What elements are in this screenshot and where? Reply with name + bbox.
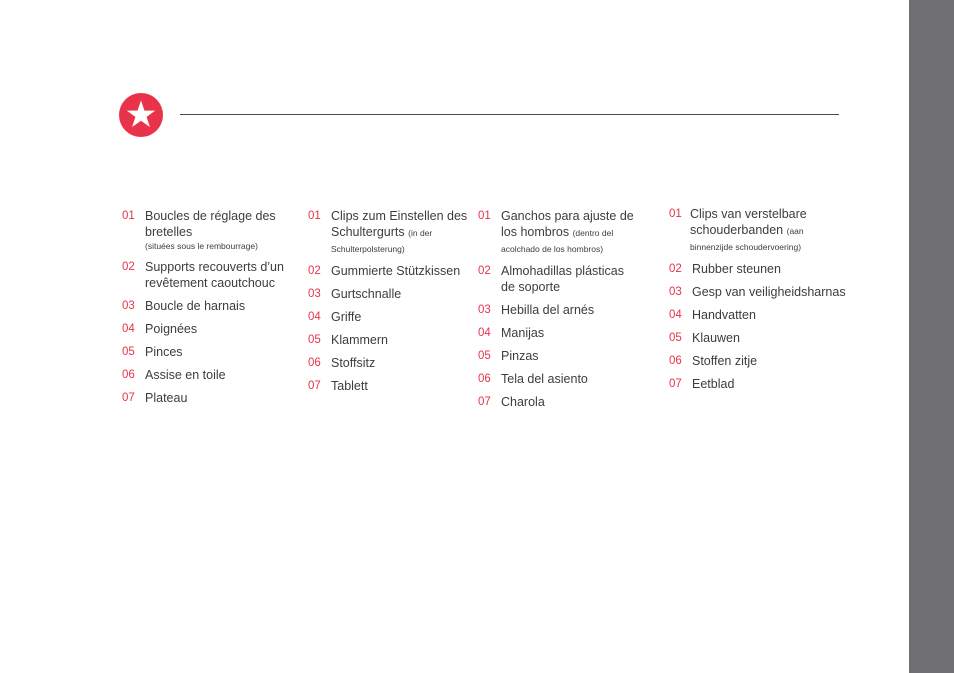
list-item xyxy=(669,206,847,254)
item-number: 07 xyxy=(478,396,491,408)
item-number: 04 xyxy=(478,327,491,339)
parts-list-fr xyxy=(122,208,284,413)
item-number: 06 xyxy=(122,369,135,381)
item-note: (in der Schulterpolsterung) xyxy=(331,228,433,254)
list-item xyxy=(122,321,284,337)
item-label: Charola xyxy=(501,395,545,409)
list-item xyxy=(478,208,640,256)
item-label: Hebilla del arnés xyxy=(501,303,595,317)
list-item xyxy=(122,367,284,383)
item-number: 06 xyxy=(308,357,321,369)
item-label: Pinces xyxy=(145,345,183,359)
item-number: 06 xyxy=(478,373,491,385)
item-label: Ganchos para ajuste de los hombros xyxy=(501,209,634,239)
list-item xyxy=(122,298,284,314)
list-item xyxy=(478,302,640,318)
list-item xyxy=(478,394,640,410)
item-label: Supports recouverts d’un revêtement caoutchouc xyxy=(145,260,284,290)
list-item xyxy=(308,378,470,394)
item-label: Klauwen xyxy=(692,331,740,345)
item-label: Clips zum Einstellen des Schultergurts xyxy=(331,209,468,239)
item-number: 05 xyxy=(478,350,491,362)
list-item xyxy=(478,325,640,341)
item-number: 07 xyxy=(122,392,135,404)
list-item xyxy=(478,348,640,364)
item-label: Plateau xyxy=(145,391,188,405)
item-number: 02 xyxy=(669,263,682,275)
item-number: 04 xyxy=(669,309,682,321)
list-item xyxy=(669,330,847,346)
list-item xyxy=(669,307,847,323)
item-number: 07 xyxy=(308,380,321,392)
item-number: 05 xyxy=(308,334,321,346)
item-label: Tela del asiento xyxy=(501,372,588,386)
item-label: Gesp van veiligheidsharnas xyxy=(692,285,846,299)
item-number: 02 xyxy=(478,265,491,277)
item-number: 03 xyxy=(308,288,321,300)
item-number: 01 xyxy=(669,208,682,220)
list-item xyxy=(669,261,847,277)
list-item xyxy=(308,286,470,302)
list-item xyxy=(122,344,284,360)
item-label: Boucles de réglage des bretelles xyxy=(145,209,276,239)
item-note: (situées sous le rembourrage) xyxy=(145,241,258,251)
item-number: 03 xyxy=(122,300,135,312)
item-label: Boucle de harnais xyxy=(145,299,246,313)
item-label: Rubber steunen xyxy=(692,262,781,276)
item-note: (aan binnenzijde schoudervoering) xyxy=(690,226,804,252)
item-label: Clips van verstelbare schouderbanden xyxy=(690,207,807,237)
item-label: Klammern xyxy=(331,333,388,347)
item-number: 03 xyxy=(478,304,491,316)
item-number: 02 xyxy=(308,265,321,277)
item-label: Almohadillas plásticas de soporte xyxy=(501,264,624,294)
item-label: Poignées xyxy=(145,322,198,336)
list-item xyxy=(308,208,470,256)
list-item xyxy=(308,309,470,325)
item-label: Stoffsitz xyxy=(331,356,376,370)
item-number: 01 xyxy=(478,210,491,222)
list-item xyxy=(122,208,284,252)
item-number: 01 xyxy=(122,210,135,222)
item-label: Gummierte Stützkissen xyxy=(331,264,461,278)
item-number: 02 xyxy=(122,261,135,273)
item-number: 05 xyxy=(122,346,135,358)
item-label: Assise en toile xyxy=(145,368,226,382)
list-item xyxy=(308,332,470,348)
item-label: Handvatten xyxy=(692,308,756,322)
item-number: 01 xyxy=(308,210,321,222)
list-item xyxy=(478,371,640,387)
item-label: Stoffen zitje xyxy=(692,354,758,368)
item-label: Eetblad xyxy=(692,377,735,391)
side-tab-bar xyxy=(909,0,954,673)
item-label: Gurtschnalle xyxy=(331,287,402,301)
item-label: Manijas xyxy=(501,326,545,340)
list-item xyxy=(308,355,470,371)
item-number: 04 xyxy=(308,311,321,323)
item-number: 06 xyxy=(669,355,682,367)
parts-list-de xyxy=(308,208,470,401)
header-rule xyxy=(180,114,839,115)
list-item xyxy=(122,259,284,291)
item-label: Griffe xyxy=(331,310,362,324)
list-item xyxy=(669,353,847,369)
list-item xyxy=(669,376,847,392)
item-number: 03 xyxy=(669,286,682,298)
parts-list-es xyxy=(478,208,640,417)
list-item xyxy=(669,284,847,300)
list-item xyxy=(308,263,470,279)
item-number: 04 xyxy=(122,323,135,335)
parts-list-nl xyxy=(669,206,847,399)
item-number: 07 xyxy=(669,378,682,390)
item-note: (dentro del acolchado de los hombros) xyxy=(501,228,614,254)
item-number: 05 xyxy=(669,332,682,344)
list-item xyxy=(122,390,284,406)
item-label: Tablett xyxy=(331,379,368,393)
list-item xyxy=(478,263,640,295)
star-icon xyxy=(119,93,163,137)
item-label: Pinzas xyxy=(501,349,539,363)
